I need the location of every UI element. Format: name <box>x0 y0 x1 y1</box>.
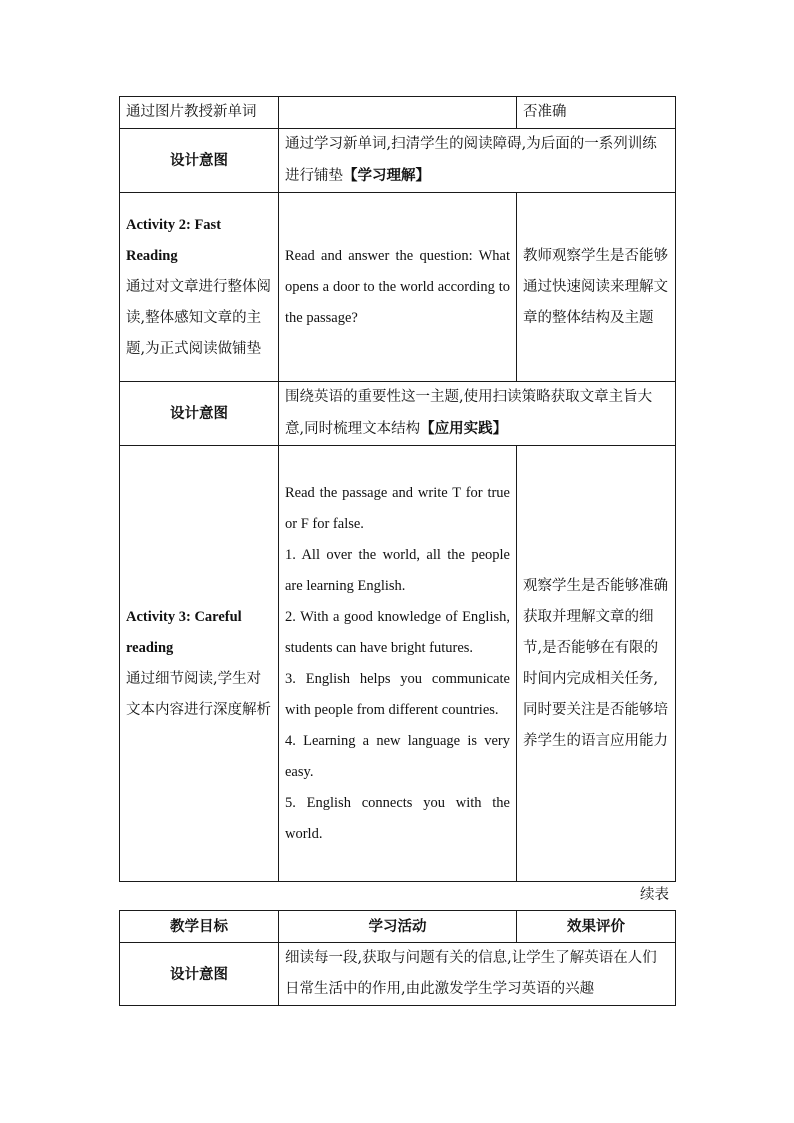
true-false-item: 3. English helps you communicate with people from different countries. <box>285 670 510 718</box>
activity-cell: 通过图片教授新单词 <box>120 97 279 129</box>
activity-title: Activity 3: Careful reading <box>126 608 242 656</box>
activity-title: Activity 2: Fast Reading <box>126 216 222 264</box>
design-intent-text: 细读每一段,获取与问题有关的信息,让学生了解英语在人们日常生活中的作用,由此激发学生学习英语的兴趣 <box>279 943 676 1006</box>
table-row <box>120 382 676 446</box>
continued-label: 续表 <box>640 887 669 903</box>
header-teaching-goal: 教学目标 <box>120 911 279 943</box>
true-false-item: 5. English connects you with the world. <box>285 794 510 842</box>
design-intent-tag: 【应用实践】 <box>420 420 508 437</box>
table-row <box>120 446 676 882</box>
task-cell <box>279 446 517 882</box>
task-cell <box>279 97 517 129</box>
design-intent-text: 围绕英语的重要性这一主题,使用扫读策略获取文章主旨大意,同时梳理文本结构 <box>285 389 653 437</box>
table-row <box>120 97 676 129</box>
activity-cell <box>120 193 279 382</box>
design-intent-cell <box>279 129 676 193</box>
true-false-item: 2. With a good knowledge of English, students can have bright futures. <box>285 608 510 656</box>
lesson-plan-table <box>119 96 676 882</box>
lesson-plan-table-continued <box>119 910 676 1006</box>
table-row <box>120 193 676 382</box>
design-intent-text: 通过学习新单词,扫清学生的阅读障碍,为后面的一系列训练进行铺垫 <box>285 136 657 184</box>
evaluation-cell: 观察学生是否能够准确获取并理解文章的细节,是否能够在有限的时间内完成相关任务,同时要关注是否能够培养学生的语言应用能力 <box>517 446 676 882</box>
evaluation-cell: 教师观察学生是否能够通过快速阅读来理解文章的整体结构及主题 <box>517 193 676 382</box>
table-row <box>120 129 676 193</box>
true-false-item: 4. Learning a new language is very easy. <box>285 732 510 780</box>
design-intent-label: 设计意图 <box>120 129 279 193</box>
activity-cell <box>120 446 279 882</box>
header-effect-evaluation: 效果评价 <box>517 911 676 943</box>
design-intent-label: 设计意图 <box>120 382 279 446</box>
activity-description: 通过细节阅读,学生对文本内容进行深度解析 <box>126 670 271 718</box>
task-intro: Read the passage and write T for true or F for false. <box>285 484 510 532</box>
table-row <box>120 943 676 1006</box>
task-cell: Read and answer the question: What opens a door to the world according to the passage? <box>279 193 517 382</box>
design-intent-label: 设计意图 <box>120 943 279 1006</box>
table-header-row <box>120 911 676 943</box>
header-learning-activity: 学习活动 <box>279 911 517 943</box>
design-intent-tag: 【学习理解】 <box>343 167 430 184</box>
evaluation-cell: 否准确 <box>517 97 676 129</box>
activity-description: 通过对文章进行整体阅读,整体感知文章的主题,为正式阅读做铺垫 <box>126 278 271 357</box>
design-intent-cell <box>279 382 676 446</box>
true-false-item: 1. All over the world, all the people are learning English. <box>285 546 510 594</box>
